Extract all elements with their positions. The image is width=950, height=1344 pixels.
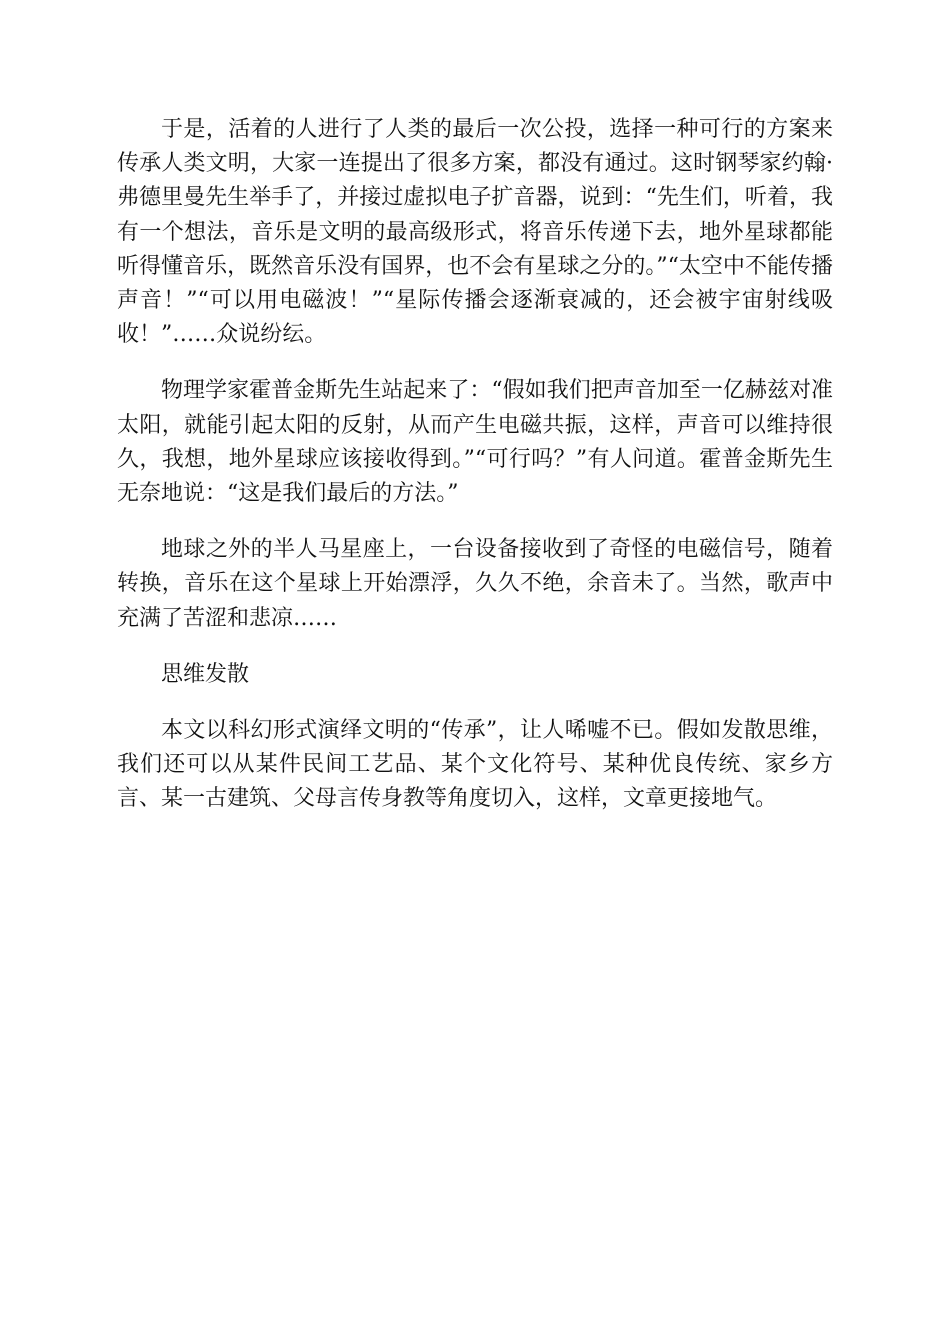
paragraph-story-physicist: 物理学家霍普金斯先生站起来了：“假如我们把声音加至一亿赫兹对准太阳，就能引起太阳的反射，从而产生电磁共振，这样，声音可以维持很久，我想，地外星球应该接收得到。”“可行吗？”有人问道。霍普金斯先生无奈地说：“这是我们最后的方法。” [117,378,833,507]
paragraph-commentary: 本文以科幻形式演绎文明的“传承”，让人唏嘘不已。假如发散思维，我们还可以从某件民间工艺品、某个文化符号、某种优良传统、家乡方言、某一古建筑、父母言传身教等角度切入，这样，文章更接地气。 [117,718,833,812]
paragraph-story-vote: 于是，活着的人进行了人类的最后一次公投，选择一种可行的方案来传承人类文明，大家一连提出了很多方案，都没有通过。这时钢琴家约翰·弗德里曼先生举手了，并接过虚拟电子扩音器，说到：“先生们，听着，我有一个想法，音乐是文明的最高级形式，将音乐传递下去，地外星球都能听得懂音乐，既然音乐没有国界，也不会有星球之分的。”“太空中不能传播声音！”“可以用电磁波！”“星际传播会逐渐衰减的，还会被宇宙射线吸收！”……众说纷纭。 [117,117,833,348]
document-page [117,113,833,839]
paragraph-story-signal: 地球之外的半人马星座上，一台设备接收到了奇怪的电磁信号，随着转换，音乐在这个星球上开始漂浮，久久不绝，余音未了。当然，歌声中充满了苦涩和悲凉…… [117,537,833,631]
section-heading-thinking: 思维发散 [161,661,250,687]
